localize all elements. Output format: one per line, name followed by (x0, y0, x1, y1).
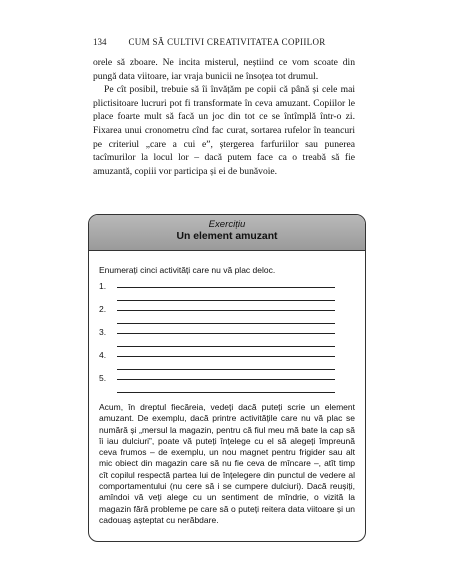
answer-line (117, 291, 335, 301)
answer-line (117, 337, 335, 347)
paragraph: Pe cît posibil, trebuie să îi învățăm pe copii că până și cele mai plictisitoare lucruri pot fi transformate în ceva amuzant. Copiilor le place foarte mult să facă un joc din tot ce se întîmplă într-o zi. Fixarea unui cronometru cînd fac curat, sortarea rufelor în teancuri pe criteriul „care a cui e”, ștergerea farfuriilor sau punerea tacîmurilor la locul lor – dacă putem face ca o treabă să fie amuzantă, copiii vor participa și ei de bunăvoie. (93, 84, 355, 177)
list-item (99, 304, 355, 327)
running-header (93, 37, 393, 47)
exercise-instruction: Enumerați cinci activități care nu vă plac deloc. (99, 265, 276, 275)
answer-lines (117, 304, 335, 327)
exercise-text: Acum, în dreptul fiecăreia, vedeți dacă puteți scrie un element amuzant. De exemplu, dacă printre activitățile care nu vă plac se numără și „mersul la magazin, pentru că fiul meu mă bate la cap să îi iau dulciuri”, poate vă puteți înțelege cu el să alegeți împreună ceva frumos – de exemplu, un nou magnet pentru frigider sau alt mic obiect din magazin care să nu fie ceva de mîncare –, atît timp cît copilul respectă partea lui de înțelegere din punctul de vedere al comportamentului (nu cere să i se cumpere dulciuri). Dacă reușiți, amîndoi vă veți alege cu un sentiment de mîndrie, o vizită la magazin fără probleme pe care să o puteți reitera data viitoare și un cadouaș așteptat cu nerăbdare. (99, 402, 355, 525)
item-number: 1. (99, 281, 107, 291)
answer-lines (117, 281, 335, 304)
answer-line (117, 314, 335, 324)
answer-lines (117, 350, 335, 373)
answer-lines (117, 373, 335, 396)
item-number: 2. (99, 304, 107, 314)
exercise-body (89, 251, 365, 526)
answer-line (117, 383, 335, 393)
answer-line (117, 281, 335, 288)
item-number: 4. (99, 350, 107, 360)
answer-line (117, 350, 335, 357)
exercise-title: Un element amuzant (176, 231, 278, 242)
list-item (99, 350, 355, 373)
item-number: 5. (99, 373, 107, 383)
page-number: 134 (93, 37, 107, 47)
running-title: CUM SĂ CULTIVI CREATIVITATEA COPIILOR (128, 37, 326, 47)
list-item (99, 281, 355, 304)
answer-line (117, 360, 335, 370)
exercise-kicker: Exercițiu (208, 219, 246, 230)
item-number: 3. (99, 327, 107, 337)
exercise-box (88, 214, 366, 542)
answer-line (117, 327, 335, 334)
answer-line (117, 304, 335, 311)
paragraph: orele să zboare. Ne incita misterul, neștiind ce vom scoate din pungă data viitoare, iar vraja bunicii ne însoțea tot drumul. (93, 57, 355, 82)
list-item (99, 373, 355, 396)
answer-lines (117, 327, 335, 350)
body-text (93, 56, 355, 178)
exercise-header (89, 215, 365, 251)
answer-line (117, 373, 335, 380)
list-item (99, 327, 355, 350)
